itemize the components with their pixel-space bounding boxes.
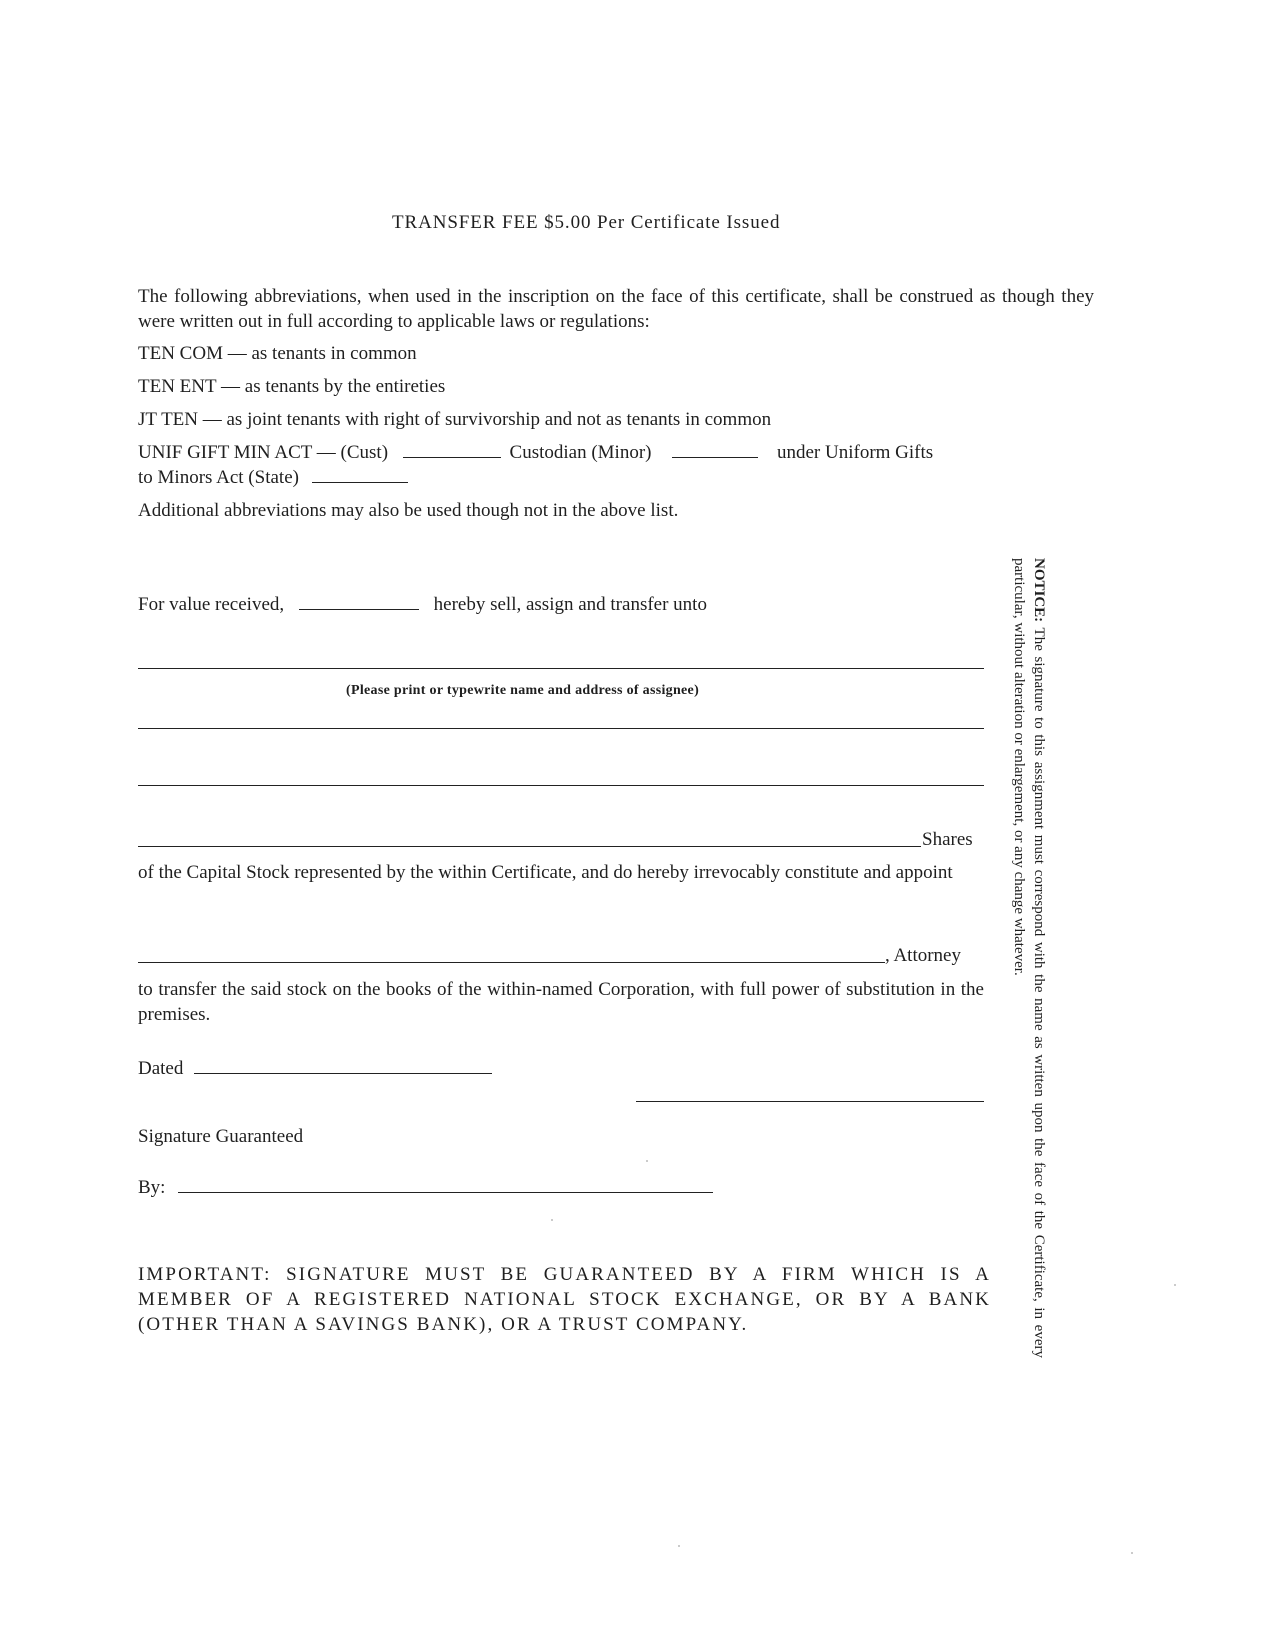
assignor-blank[interactable] bbox=[299, 608, 419, 610]
scan-speck bbox=[551, 1219, 553, 1221]
transfer-text: to transfer the said stock on the books of the within-named Corporation, with full power of substitution in the premises. bbox=[138, 979, 984, 1025]
date-blank[interactable] bbox=[194, 1072, 492, 1074]
for-value-line bbox=[138, 594, 707, 616]
minors-act-label: to Minors Act (State) bbox=[138, 467, 299, 488]
scan-speck bbox=[1174, 1284, 1176, 1286]
dated-line bbox=[138, 1058, 492, 1080]
signature-line[interactable] bbox=[636, 1101, 984, 1102]
additional-abbrev-note: Additional abbreviations may also be used though not in the above list. bbox=[138, 500, 679, 521]
custodian-label: Custodian (Minor) bbox=[509, 442, 652, 463]
attorney-line[interactable] bbox=[138, 962, 885, 963]
guarantor-blank[interactable] bbox=[178, 1191, 713, 1193]
by-line bbox=[138, 1177, 713, 1199]
unif-label: UNIF GIFT MIN ACT — (Cust) bbox=[138, 442, 389, 463]
attorney-label: , Attorney bbox=[885, 945, 961, 966]
abbrev-ten-ent: TEN ENT — as tenants by the entireties bbox=[138, 376, 446, 397]
state-blank[interactable] bbox=[312, 481, 408, 483]
hereby-label: hereby sell, assign and transfer unto bbox=[433, 594, 707, 615]
uniform-gifts-label: under Uniform Gifts bbox=[776, 442, 934, 463]
abbrev-jt-ten: JT TEN — as joint tenants with right of survivorship and not as tenants in common bbox=[138, 409, 772, 430]
capital-stock-text: of the Capital Stock represented by the within Certificate, and do hereby irrevocably constitute and appoint bbox=[138, 862, 953, 883]
for-value-label: For value received, bbox=[138, 594, 285, 615]
by-label: By: bbox=[138, 1177, 166, 1198]
scan-speck bbox=[646, 1160, 648, 1162]
dated-label: Dated bbox=[138, 1058, 184, 1079]
shares-line[interactable] bbox=[138, 846, 921, 847]
scan-speck bbox=[678, 1545, 680, 1547]
minor-blank[interactable] bbox=[672, 456, 758, 458]
scan-speck bbox=[1131, 1552, 1133, 1554]
abbrev-unif-gift bbox=[138, 442, 933, 464]
transfer-fee-title: TRANSFER FEE $5.00 Per Certificate Issued bbox=[392, 212, 781, 233]
signature-guaranteed-label: Signature Guaranteed bbox=[138, 1126, 304, 1147]
assignee-line-3[interactable] bbox=[138, 785, 984, 786]
abbrev-minors-act bbox=[138, 467, 408, 489]
cust-blank[interactable] bbox=[403, 456, 501, 458]
assignee-line-1[interactable] bbox=[138, 668, 984, 669]
notice-label: NOTICE: bbox=[1031, 558, 1047, 623]
shares-label: Shares bbox=[922, 829, 973, 850]
signature-notice bbox=[1009, 558, 1049, 1358]
abbrev-ten-com: TEN COM — as tenants in common bbox=[138, 343, 417, 364]
assignee-line-2[interactable] bbox=[138, 728, 984, 729]
assignee-caption: (Please print or typewrite name and address of assignee) bbox=[346, 683, 700, 698]
notice-text: The signature to this assignment must correspond with the name as written upon the face of the Certificate, in every particular, without alteration or enlargement, or any change whatever. bbox=[1011, 558, 1047, 1358]
abbreviations-intro: The following abbreviations, when used in the inscription on the face of this certificate, shall be construed as though they were written out in full according to applicable laws or regulations: bbox=[138, 286, 1094, 332]
important-notice: IMPORTANT: SIGNATURE MUST BE GUARANTEED BY A FIRM WHICH IS A MEMBER OF A REGISTERED NATIONAL STOCK EXCHANGE, OR BY A BANK (OTHER THAN A SAVINGS BANK), OR A TRUST COMPANY. bbox=[138, 1264, 991, 1335]
